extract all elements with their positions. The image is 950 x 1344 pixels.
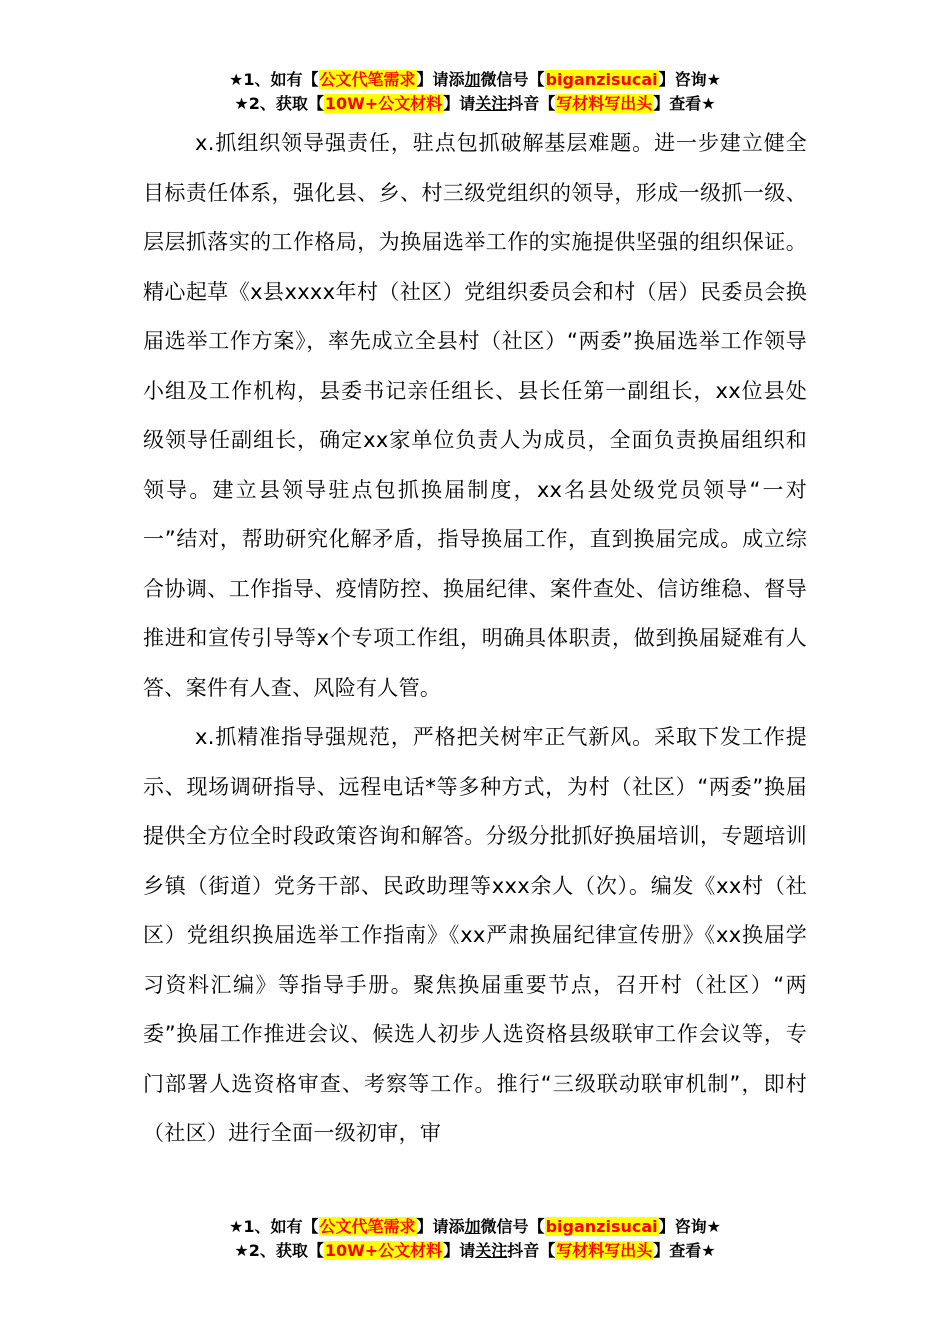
document-body — [143, 119, 807, 1159]
promo-text-emphasis: 关注 — [475, 94, 508, 113]
promo-text-emphasis: 加 — [464, 1217, 481, 1236]
promo-text-emphasis: 关注 — [475, 1241, 508, 1260]
promo-text: 】咨询★ — [658, 1217, 721, 1236]
highlight-materials: 10W+公文材料 — [324, 94, 443, 113]
promo-text: 微信号【 — [480, 1217, 545, 1236]
promo-text: ★1、如有【 — [229, 1217, 319, 1236]
promo-text: 】咨询★ — [658, 70, 721, 89]
highlight-materials: 10W+公文材料 — [324, 1241, 443, 1260]
promo-text: 微信号【 — [480, 70, 545, 89]
promo-line-1 — [0, 1215, 950, 1239]
highlight-wechat-id: biganzisucai — [545, 70, 658, 89]
promo-text: 】查看★ — [653, 1241, 716, 1260]
highlight-wechat-id: biganzisucai — [545, 1217, 658, 1236]
promo-header — [0, 68, 950, 116]
paragraph-1: x.抓组织领导强责任，驻点包抓破解基层难题。进一步建立健全目标责任体系，强化县、乡、村三级党组织的领导，形成一级抓一级、层层抓落实的工作格局，为换届选举工作的实施提供坚强的组织保证。精心起草《x县xxxx年村（社区）党组织委员会和村（居）民委员会换届选举工作方案》，率先成立全县村（社区）“两委”换届选举工作领导小组及工作机构，县委书记亲任组长、县长任第一副组长，xx位县处级领导任副组长，确定xx家单位负责人为成员，全面负责换届组织和领导。建立县领导驻点包抓换届制度，xx名县处级党员领导“一对一”结对，帮助研究化解矛盾，指导换届工作，直到换届完成。成立综合协调、工作指导、疫情防控、换届纪律、案件查处、信访维稳、督导推进和宣传引导等x个专项工作组，明确具体职责，做到换届疑难有人答、案件有人查、风险有人管。 — [143, 131, 807, 700]
paragraph-2: x.抓精准指导强规范，严格把关树牢正气新风。采取下发工作提示、现场调研指导、远程电话*等多种方式，为村（社区）“两委”换届提供全方位全时段政策咨询和解答。分级分批抓好换届培训，专题培训乡镇（街道）党务干部、民政助理等xxx余人（次）。编发《xx村（社区）党组织换届选举工作指南》《xx严肃换届纪律宣传册》《xx换届学习资料汇编》等指导手册。聚焦换届重要节点，召开村（社区）“两委”换届工作推进会议、候选人初步人选资格县级联审工作会议等，专门部署人选资格审查、考察等工作。推行“三级联动联审机制”，即村（社区）进行全面一级初审，审 — [143, 725, 807, 1145]
promo-text: ★2、获取【 — [234, 94, 324, 113]
promo-line-2 — [0, 1239, 950, 1263]
promo-text: ★1、如有【 — [229, 70, 319, 89]
promo-line-1 — [0, 68, 950, 92]
promo-text: ★2、获取【 — [234, 1241, 324, 1260]
promo-line-2 — [0, 92, 950, 116]
highlight-douyin-account: 写材料写出头 — [556, 94, 653, 113]
promo-text: 抖音【 — [507, 94, 556, 113]
highlight-service: 公文代笔需求 — [319, 1217, 416, 1236]
promo-footer — [0, 1215, 950, 1263]
highlight-douyin-account: 写材料写出头 — [556, 1241, 653, 1260]
promo-text: 】请添 — [416, 70, 465, 89]
promo-text: 】查看★ — [653, 94, 716, 113]
promo-text: 】请 — [443, 94, 476, 113]
promo-text: 】请添 — [416, 1217, 465, 1236]
promo-text: 】请 — [443, 1241, 476, 1260]
promo-text-emphasis: 加 — [464, 70, 481, 89]
highlight-service: 公文代笔需求 — [319, 70, 416, 89]
promo-text: 抖音【 — [507, 1241, 556, 1260]
